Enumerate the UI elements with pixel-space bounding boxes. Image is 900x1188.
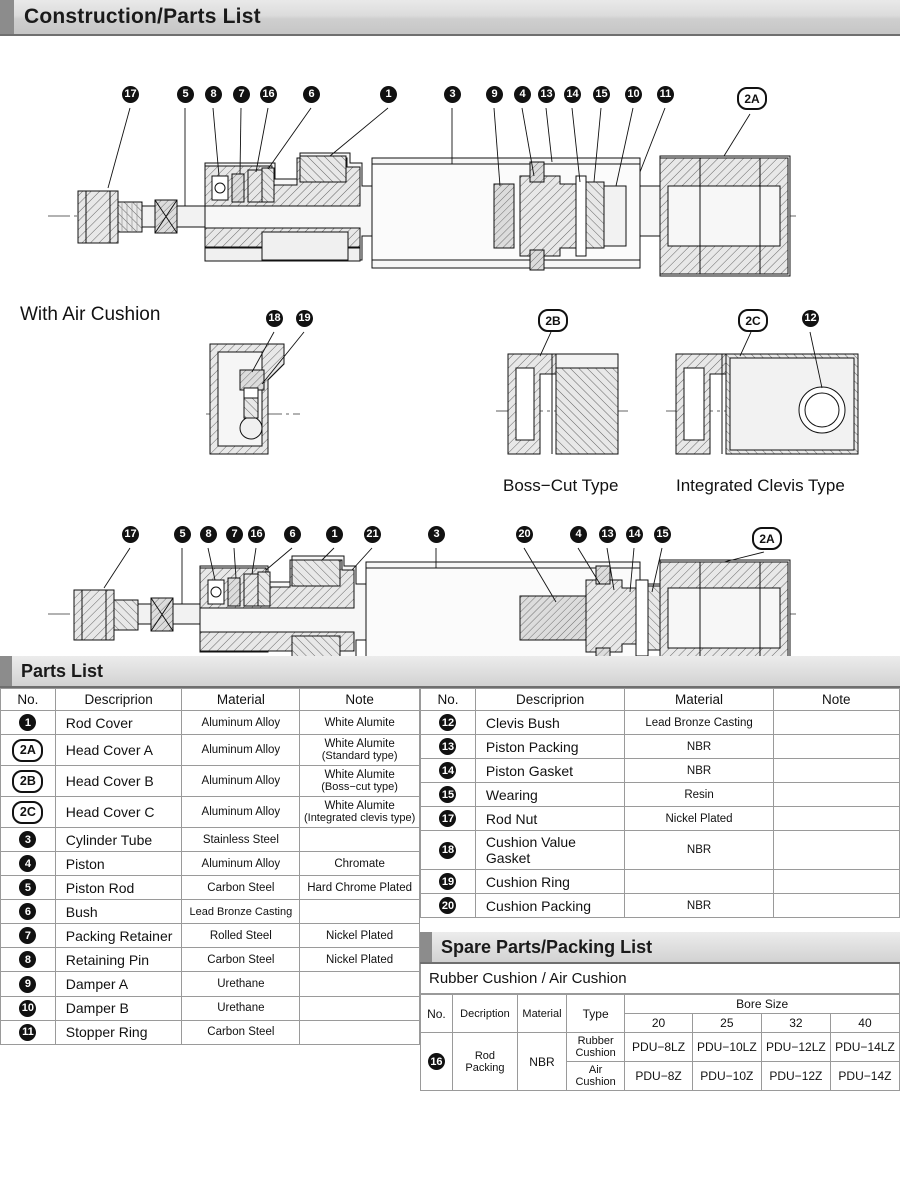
- row-balloon: 1: [19, 714, 36, 731]
- row-material: Nickel Plated: [625, 807, 773, 831]
- row-note: [300, 735, 420, 766]
- balloon-15-bottom: 15: [654, 526, 671, 543]
- table-row: [1, 797, 420, 828]
- row-balloon: 5: [19, 879, 36, 896]
- row-material: Resin: [625, 783, 773, 807]
- spare-parts-table: [420, 994, 900, 1091]
- value-rubber-40: PDU−14LZ: [830, 1033, 899, 1062]
- balloon-1-top: 1: [380, 86, 397, 103]
- row-balloon: 19: [439, 873, 456, 890]
- row-description: Stopper Ring: [55, 1020, 182, 1044]
- parts-list-left: [0, 688, 420, 1091]
- bore-20: 20: [625, 1014, 692, 1033]
- balloon-13-bottom: 13: [599, 526, 616, 543]
- row-note: [773, 870, 899, 894]
- row-description: Rod Nut: [475, 807, 625, 831]
- row-material: NBR: [625, 831, 773, 870]
- row-description: Clevis Bush: [475, 711, 625, 735]
- col-material: Material: [182, 689, 300, 711]
- row-balloon: 12: [439, 714, 456, 731]
- row-balloon: 16: [428, 1053, 445, 1070]
- row-note: Hard Chrome Plated: [300, 876, 420, 900]
- value-air-32: PDU−12Z: [761, 1062, 830, 1091]
- row-balloon: 18: [439, 842, 456, 859]
- parts-table-left: [0, 688, 420, 1045]
- row-material: Lead Bronze Casting: [182, 900, 300, 924]
- balloon-2B: 2B: [538, 309, 568, 332]
- balloon-8-top: 8: [205, 86, 222, 103]
- row-balloon: 10: [19, 1000, 36, 1017]
- row-note: White Alumite: [300, 711, 420, 735]
- spare-parts-tab-accent: [420, 932, 432, 962]
- col-description: Descriprion: [475, 689, 625, 711]
- table-header-row: [421, 689, 900, 711]
- table-row: [1, 766, 420, 797]
- caption-boss-cut: Boss−Cut Type: [503, 476, 619, 495]
- col-material: Material: [518, 995, 567, 1033]
- parts-list-tab-accent: [0, 656, 12, 686]
- row-material: Aluminum Alloy: [182, 852, 300, 876]
- balloon-5-top: 5: [177, 86, 194, 103]
- balloon-2C: 2C: [738, 309, 768, 332]
- row-material: Stainless Steel: [182, 828, 300, 852]
- col-material: Material: [625, 689, 773, 711]
- balloon-5-bottom: 5: [174, 526, 191, 543]
- row-material: Rolled Steel: [182, 924, 300, 948]
- row-balloon: 4: [19, 855, 36, 872]
- value-air-20: PDU−8Z: [625, 1062, 692, 1091]
- bore-40: 40: [830, 1014, 899, 1033]
- row-material: Carbon Steel: [182, 948, 300, 972]
- header-tab-accent: [0, 0, 14, 34]
- table-row: [421, 1033, 900, 1062]
- balloon-17-bottom: 17: [122, 526, 139, 543]
- row-material: [625, 870, 773, 894]
- table-row: [1, 852, 420, 876]
- balloon-10-top: 10: [625, 86, 642, 103]
- col-description: Descriprion: [55, 689, 182, 711]
- row-note: [773, 735, 899, 759]
- tables-area: [0, 688, 900, 1091]
- row-balloon: 15: [439, 786, 456, 803]
- row-description: Piston Gasket: [475, 759, 625, 783]
- table-row: [1, 972, 420, 996]
- table-row: [1, 948, 420, 972]
- row-material: Carbon Steel: [182, 876, 300, 900]
- table-row: [421, 807, 900, 831]
- table-header-row: [1, 689, 420, 711]
- balloon-9-top: 9: [486, 86, 503, 103]
- row-note: [300, 766, 420, 797]
- row-material: Carbon Steel: [182, 1020, 300, 1044]
- row-balloon: 17: [439, 810, 456, 827]
- balloon-7-top: 7: [233, 86, 250, 103]
- balloon-16-top: 16: [260, 86, 277, 103]
- row-description: Cushion Packing: [475, 894, 625, 918]
- balloon-21-bottom: 21: [364, 526, 381, 543]
- table-row: [421, 870, 900, 894]
- row-material: NBR: [625, 759, 773, 783]
- row-note: [300, 972, 420, 996]
- table-row: [1, 996, 420, 1020]
- row-note: [300, 900, 420, 924]
- row-note: [773, 807, 899, 831]
- page-title: Construction/Parts List: [24, 5, 261, 28]
- row-material: NBR: [625, 894, 773, 918]
- balloon-20-bottom: 20: [516, 526, 533, 543]
- row-material: Aluminum Alloy: [182, 766, 300, 797]
- value-air-40: PDU−14Z: [830, 1062, 899, 1091]
- balloon-8-bottom: 8: [200, 526, 217, 543]
- row-type-rubber: Rubber Cushion: [566, 1033, 624, 1062]
- balloon-6-bottom: 6: [284, 526, 301, 543]
- row-note: Nickel Plated: [300, 948, 420, 972]
- row-description: Cylinder Tube: [55, 828, 182, 852]
- row-material: Aluminum Alloy: [182, 735, 300, 766]
- balloon-1-bottom: 1: [326, 526, 343, 543]
- row-material: Lead Bronze Casting: [625, 711, 773, 735]
- drawing-svg: [0, 36, 900, 656]
- row-description: Head Cover B: [55, 766, 182, 797]
- col-bore-size: Bore Size: [625, 995, 900, 1014]
- table-row: [1, 828, 420, 852]
- balloon-4-bottom: 4: [570, 526, 587, 543]
- col-no: No.: [1, 689, 56, 711]
- balloon-3-bottom: 3: [428, 526, 445, 543]
- spare-parts-title: Spare Parts/Packing List: [441, 936, 653, 957]
- table-row: [421, 894, 900, 918]
- row-note-line2: (Standard type): [321, 750, 398, 763]
- balloon-13-top: 13: [538, 86, 555, 103]
- row-description: Bush: [55, 900, 182, 924]
- row-note-line1: White Alumite: [324, 738, 395, 751]
- table-row: [421, 711, 900, 735]
- balloon-16-bottom: 16: [248, 526, 265, 543]
- table-row: [421, 735, 900, 759]
- bore-32: 32: [761, 1014, 830, 1033]
- row-note: [300, 1020, 420, 1044]
- row-description: Head Cover C: [55, 797, 182, 828]
- balloon-11-top: 11: [657, 86, 674, 103]
- row-material: Aluminum Alloy: [182, 711, 300, 735]
- table-row: [421, 831, 900, 870]
- col-note: Note: [773, 689, 899, 711]
- row-note: [773, 783, 899, 807]
- row-balloon: 2A: [12, 739, 43, 762]
- row-note: [773, 831, 899, 870]
- row-note: Nickel Plated: [300, 924, 420, 948]
- row-balloon: 14: [439, 762, 456, 779]
- caption-air-cushion: With Air Cushion: [20, 304, 161, 325]
- row-note-line1: White Alumite: [324, 769, 395, 782]
- caption-integrated-clevis: Integrated Clevis Type: [676, 476, 845, 495]
- row-description: Damper A: [55, 972, 182, 996]
- parts-table-right: [420, 688, 900, 918]
- row-balloon: 7: [19, 927, 36, 944]
- row-description: Packing Retainer: [55, 924, 182, 948]
- page-header: [0, 0, 900, 36]
- table-row: [1, 876, 420, 900]
- row-balloon: 20: [439, 897, 456, 914]
- row-note-line2: (Integrated clevis type): [303, 812, 416, 825]
- row-balloon: 2B: [12, 770, 43, 793]
- row-description: Cushion Ring: [475, 870, 625, 894]
- row-description: Piston: [55, 852, 182, 876]
- row-balloon: 11: [19, 1024, 36, 1041]
- row-balloon: 3: [19, 831, 36, 848]
- row-note-line1: White Alumite: [324, 800, 395, 813]
- table-row: [1, 735, 420, 766]
- row-note: [300, 996, 420, 1020]
- balloon-14-top: 14: [564, 86, 581, 103]
- balloon-12: 12: [802, 310, 819, 327]
- spare-parts-header: [420, 932, 900, 964]
- spare-parts-subtitle: Rubber Cushion / Air Cushion: [420, 964, 900, 994]
- col-no: No.: [421, 995, 453, 1033]
- value-rubber-32: PDU−12LZ: [761, 1033, 830, 1062]
- table-row: [1, 1020, 420, 1044]
- row-note: [300, 828, 420, 852]
- row-material: NBR: [625, 735, 773, 759]
- row-description: Head Cover A: [55, 735, 182, 766]
- row-description: Damper B: [55, 996, 182, 1020]
- row-description: Wearing: [475, 783, 625, 807]
- col-description: Decription: [452, 995, 517, 1033]
- spare-header-row-1: [421, 995, 900, 1014]
- row-description: Piston Packing: [475, 735, 625, 759]
- table-row: [1, 711, 420, 735]
- row-note: [773, 711, 899, 735]
- balloon-3-top: 3: [444, 86, 461, 103]
- row-material: Urethane: [182, 996, 300, 1020]
- col-type: Type: [566, 995, 624, 1033]
- balloon-2A-bottom: 2A: [752, 527, 782, 550]
- table-row: [421, 783, 900, 807]
- row-note: [773, 894, 899, 918]
- value-rubber-25: PDU−10LZ: [692, 1033, 761, 1062]
- balloon-19: 19: [296, 310, 313, 327]
- value-air-25: PDU−10Z: [692, 1062, 761, 1091]
- balloon-4-top: 4: [514, 86, 531, 103]
- row-type-air: Air Cushion: [566, 1062, 624, 1091]
- construction-drawing: [0, 36, 900, 656]
- row-description: Piston Rod: [55, 876, 182, 900]
- row-note: [300, 797, 420, 828]
- balloon-15-top: 15: [593, 86, 610, 103]
- row-description: Rod Packing: [452, 1033, 517, 1091]
- row-balloon: 9: [19, 976, 36, 993]
- balloon-14-bottom: 14: [626, 526, 643, 543]
- row-balloon: 2C: [12, 801, 43, 824]
- row-description: Rod Cover: [55, 711, 182, 735]
- balloon-6-top: 6: [303, 86, 320, 103]
- parts-list-header: [0, 656, 900, 688]
- row-note: Chromate: [300, 852, 420, 876]
- col-note: Note: [300, 689, 420, 711]
- table-row: [1, 900, 420, 924]
- row-note-line2: (Boss−cut type): [321, 781, 398, 794]
- row-balloon: 13: [439, 738, 456, 755]
- parts-list-right: [420, 688, 900, 1091]
- balloon-17-top: 17: [122, 86, 139, 103]
- value-rubber-20: PDU−8LZ: [625, 1033, 692, 1062]
- balloon-2A-top: 2A: [737, 87, 767, 110]
- bore-25: 25: [692, 1014, 761, 1033]
- row-material: Aluminum Alloy: [182, 797, 300, 828]
- row-description: Cushion Value Gasket: [475, 831, 625, 870]
- col-no: No.: [421, 689, 476, 711]
- balloon-18: 18: [266, 310, 283, 327]
- parts-list-title: Parts List: [21, 660, 104, 681]
- table-row: [421, 759, 900, 783]
- balloon-7-bottom: 7: [226, 526, 243, 543]
- row-material: NBR: [518, 1033, 567, 1091]
- row-note: [773, 759, 899, 783]
- row-balloon: 6: [19, 903, 36, 920]
- row-description: Retaining Pin: [55, 948, 182, 972]
- row-material: Urethane: [182, 972, 300, 996]
- table-row: [1, 924, 420, 948]
- row-balloon: 8: [19, 951, 36, 968]
